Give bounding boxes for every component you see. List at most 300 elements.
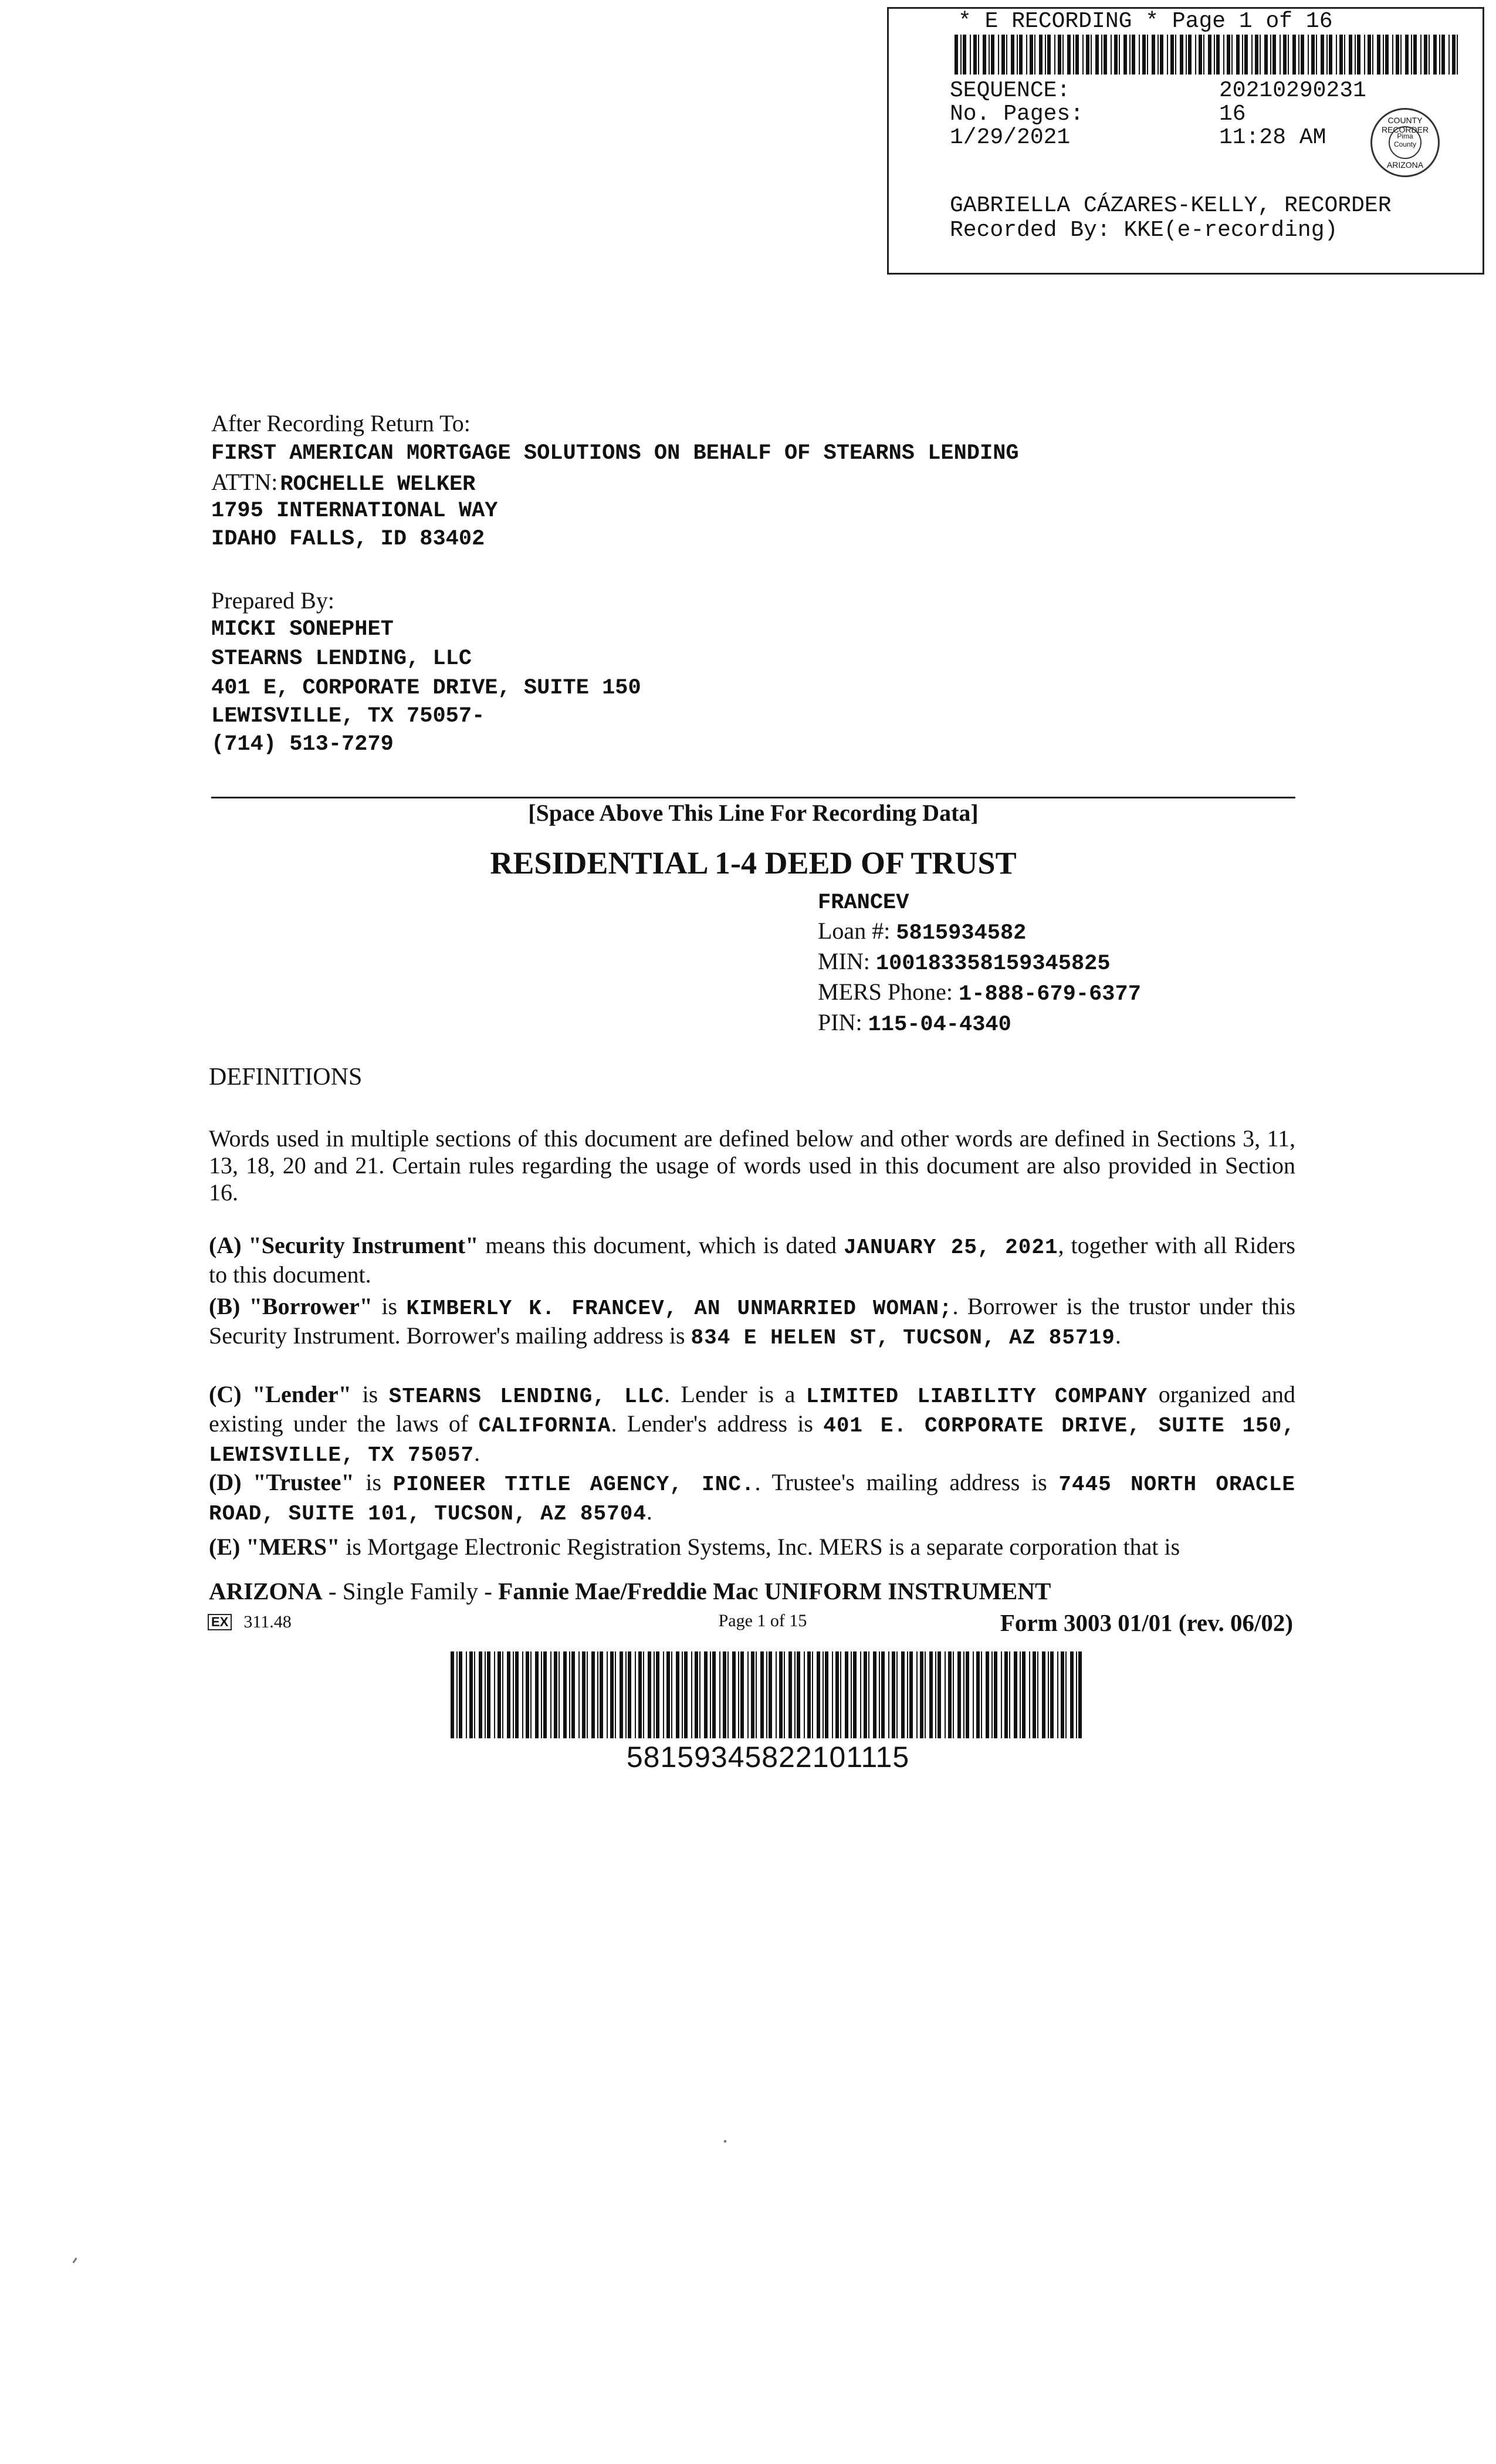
barcode-bar (1147, 35, 1148, 75)
barcode-bar (1160, 35, 1163, 75)
barcode-bar (569, 1651, 570, 1738)
barcode-bar (1231, 35, 1233, 75)
definition-b (209, 1293, 1295, 1352)
barcode-bar (794, 1651, 796, 1738)
barcode-bar (925, 1651, 926, 1738)
barcode-bar (1433, 35, 1437, 75)
definition-a-text2: , together with all Riders to this document. (209, 1232, 1295, 1288)
barcode-bar (1075, 35, 1079, 75)
barcode-bar (530, 1651, 532, 1738)
mers-phone-label: MERS Phone: (818, 979, 953, 1005)
barcode-bar (1062, 35, 1064, 75)
barcode-bar (860, 1651, 861, 1738)
barcode-bar (1326, 35, 1328, 75)
barcode-bar (1039, 35, 1043, 75)
barcode-bar (1292, 35, 1296, 75)
barcode-bar (1244, 35, 1248, 75)
barcode-bar (1349, 35, 1352, 75)
barcode-bar (1045, 35, 1046, 75)
barcode-bar (879, 1651, 880, 1738)
barcode-bar (682, 1651, 683, 1738)
barcode-bar (986, 1651, 989, 1738)
barcode-bar (784, 1651, 785, 1738)
definition-e-label: (E) "MERS" (209, 1534, 340, 1560)
barcode-bar (1082, 35, 1084, 75)
definition-d-text2: . Trustee's mailing address is (754, 1469, 1059, 1495)
barcode-bar (1033, 1651, 1036, 1738)
barcode-bar (654, 1651, 655, 1738)
barcode-bar (1311, 35, 1315, 75)
barcode-bar (1022, 1651, 1025, 1738)
definition-b-label: (B) "Borrower" (209, 1293, 373, 1319)
trustee-value: PIONEER TITLE AGENCY, INC. (392, 1473, 755, 1497)
barcode-bar (1142, 35, 1146, 75)
prepared-by-line4: LEWISVILLE, TX 75057- (211, 704, 485, 729)
barcode-bar (1180, 35, 1183, 75)
barcode-bar (1308, 35, 1309, 75)
barcode-bar (1223, 35, 1224, 75)
security-instrument-date: JANUARY 25, 2021 (843, 1236, 1058, 1260)
barcode-bar (610, 1651, 614, 1738)
pin-label: PIN: (818, 1009, 862, 1035)
barcode-bar (474, 1651, 475, 1738)
barcode-bar (712, 1651, 716, 1738)
barcode-bar (1364, 35, 1365, 75)
footer-code-line (208, 1612, 292, 1632)
barcode-bar (635, 1651, 636, 1738)
barcode-bar (1251, 35, 1253, 75)
barcode-bar (1377, 35, 1380, 75)
barcode-bar (1001, 1651, 1002, 1738)
barcode-bar (1114, 35, 1118, 75)
barcode-bar (973, 1651, 974, 1738)
pin-line (818, 1008, 1141, 1039)
barcode-bar (513, 1651, 514, 1738)
barcode-bar (1385, 35, 1389, 75)
definition-a-label: (A) "Security Instrument" (209, 1232, 479, 1258)
barcode-bar (638, 1651, 642, 1738)
barcode-bar (991, 1651, 993, 1738)
barcode-bar (1339, 35, 1343, 75)
barcode-bar (1034, 35, 1035, 75)
barcode-bar (1050, 1651, 1054, 1738)
definition-c-text4: . Lender's address is (611, 1410, 824, 1437)
barcode-bar (676, 1651, 679, 1738)
recording-date: 1/29/2021 (950, 125, 1071, 150)
seal-mid-text: Pima County (1393, 132, 1417, 148)
barcode-bar (1030, 35, 1033, 75)
barcode-bar (920, 1651, 923, 1738)
pages-label: No. Pages: (950, 101, 1084, 127)
definition-c (209, 1381, 1295, 1469)
pin-value: 115-04-4340 (868, 1013, 1011, 1037)
barcode-bar (1452, 35, 1456, 75)
barcode-bar (563, 1651, 567, 1738)
lender-state: CALIFORNIA (478, 1414, 611, 1438)
definition-b-text2: . Borrower is the trustor under this Security Instrument. Borrower's mailing address is (209, 1293, 1296, 1349)
seal-bottom-text: ARIZONA (1386, 160, 1424, 170)
barcode-bar (901, 1651, 905, 1738)
barcode-bar (522, 1651, 523, 1738)
barcode-bar (1264, 35, 1268, 75)
barcode-bar (1372, 35, 1373, 75)
barcode-bar (937, 1651, 941, 1738)
barcode-bar (945, 1651, 946, 1738)
recorder-name: GABRIELLA CÁZARES-KELLY, RECORDER (950, 193, 1392, 218)
barcode-bar (582, 1651, 585, 1738)
barcode-bar (929, 1651, 933, 1738)
barcode-bar (1270, 35, 1271, 75)
barcode-bar (1195, 35, 1196, 75)
footer-page: Page 1 of 15 (718, 1611, 807, 1630)
barcode-bar (507, 1651, 510, 1738)
barcode-bar (643, 1651, 644, 1738)
barcode-bar (953, 1651, 954, 1738)
barcode-bar (1321, 35, 1324, 75)
borrower-address: 834 E HELEN ST, TUCSON, AZ 85719 (691, 1326, 1115, 1350)
barcode-bar (1042, 1651, 1045, 1738)
min-label: MIN: (818, 948, 870, 974)
barcode-bar (1017, 35, 1018, 75)
barcode-bar (1420, 35, 1421, 75)
attn-value: ROCHELLE WELKER (280, 472, 476, 497)
barcode-bar (756, 1651, 757, 1738)
definitions-intro: Words used in multiple sections of this document are defined below and other words are defined in Sections 3, 11, 13, 18, 20 and 21. Certain rules regarding the usage of words used in this document are also provided in Section 16. (209, 1125, 1295, 1206)
barcode-bar (812, 1651, 813, 1738)
barcode-bar (1175, 35, 1176, 75)
definition-d-text3: . (646, 1498, 652, 1525)
barcode-bar (1029, 1651, 1030, 1738)
barcode-bar (559, 1651, 560, 1738)
barcode-bar (916, 1651, 918, 1738)
barcode-bar (466, 1651, 467, 1738)
barcode-bar (1076, 1651, 1077, 1738)
barcode-bar (727, 1651, 729, 1738)
barcode-bar (769, 1651, 772, 1738)
barcode-bar (864, 1651, 867, 1738)
barcode-bar (459, 1651, 462, 1738)
pages-value: 16 (1219, 101, 1246, 127)
barcode-bar (1067, 35, 1071, 75)
barcode-bar (760, 1651, 764, 1738)
barcode-bar (578, 1651, 580, 1738)
barcode-bar (1019, 35, 1023, 75)
prepared-by-line2: STEARNS LENDING, LLC (211, 647, 472, 671)
barcode-bar (1104, 35, 1107, 75)
sequence-value: 20210290231 (1219, 78, 1366, 103)
barcode-bar (1255, 35, 1258, 75)
definition-d-text1: is (354, 1469, 393, 1495)
definition-d-label: (D) "Trustee" (209, 1469, 354, 1495)
barcode-bar (1457, 35, 1458, 75)
barcode-bar (892, 1651, 895, 1738)
barcode-bar (1400, 35, 1402, 75)
barcode-bar (1357, 35, 1360, 75)
barcode-bar (628, 1651, 631, 1738)
borrower-name: FRANCEV (818, 891, 909, 915)
barcode-bar (597, 1651, 598, 1738)
barcode-bar (1203, 35, 1204, 75)
definition-b-text1: is (372, 1293, 407, 1319)
footer-form-line (209, 1577, 1051, 1605)
barcode-bar (587, 1651, 588, 1738)
barcode-bar (1065, 1651, 1067, 1738)
barcode-bar (541, 1651, 542, 1738)
barcode-bar (840, 1651, 841, 1738)
barcode-bar (1157, 35, 1159, 75)
definition-c-text1: is (351, 1381, 389, 1407)
barcode-bar (845, 1651, 848, 1738)
barcode-bar (991, 35, 994, 75)
sequence-label: SEQUENCE: (950, 78, 1071, 103)
barcode-bar (788, 1651, 792, 1738)
barcode-bar (699, 1651, 700, 1738)
barcode-bar (671, 1651, 672, 1738)
barcode-bar (1001, 35, 1005, 75)
barcode-bar (948, 1651, 952, 1738)
barcode-bar (868, 1651, 869, 1738)
barcode-bar (1011, 35, 1014, 75)
definition-a (209, 1232, 1295, 1288)
scan-speck (72, 2257, 77, 2263)
barcode-bar (970, 35, 971, 75)
barcode-bar (1272, 35, 1276, 75)
seal-inner-ring (1389, 126, 1421, 159)
barcode-bar (469, 1651, 473, 1738)
mers-phone-line (818, 978, 1141, 1008)
footer-uniform: Fannie Mae/Freddie Mac UNIFORM INSTRUMENT (498, 1578, 1051, 1605)
footer-state: ARIZONA (209, 1578, 323, 1605)
barcode-bar (663, 1651, 664, 1738)
definition-e-text1: is Mortgage Electronic Registration Systems, Inc. MERS is a separate corporation that is (340, 1534, 1180, 1560)
definition-a-text1: means this document, which is dated (478, 1232, 844, 1258)
barcode-bar (747, 1651, 749, 1738)
barcode-bar (485, 1651, 486, 1738)
scan-speck (724, 2140, 726, 2143)
barcode-bar (494, 1651, 495, 1738)
barcode-bar (1188, 35, 1192, 75)
barcode-bar (1227, 35, 1230, 75)
barcode-bar (797, 1651, 800, 1738)
barcode-bar (1129, 35, 1131, 75)
document-title: RESIDENTIAL 1-4 DEED OF TRUST (490, 845, 1017, 881)
barcode-bar (1014, 1651, 1017, 1738)
barcode-bar (1061, 1651, 1064, 1738)
county-recorder-seal (1370, 108, 1440, 177)
barcode-bar (571, 1651, 575, 1738)
barcode-bar (963, 1651, 964, 1738)
return-to-heading: After Recording Return To: (211, 410, 471, 436)
barcode-bar (909, 1651, 913, 1738)
loan-number-label: Loan #: (818, 918, 891, 944)
barcode-bar (691, 1651, 692, 1738)
prepared-by-line5: (714) 513-7279 (211, 732, 394, 757)
barcode-bar (976, 1651, 980, 1738)
barcode-bar (615, 1651, 616, 1738)
barcode-bar (620, 1651, 623, 1738)
loan-number-value: 5815934582 (896, 921, 1027, 946)
ex-mark: EX (208, 1614, 232, 1630)
barcode-bar (1139, 35, 1140, 75)
barcode-bar (1368, 35, 1371, 75)
barcode-bar (543, 1651, 547, 1738)
barcode-bar (766, 1651, 767, 1738)
return-to-attn (211, 468, 475, 497)
barcode-bar (989, 35, 990, 75)
barcode-bar (607, 1651, 608, 1738)
barcode-bar (1242, 35, 1243, 75)
barcode-bar (1070, 1651, 1074, 1738)
definition-c-label: (C) "Lender" (209, 1381, 351, 1407)
barcode-bar (1048, 1651, 1049, 1738)
barcode-bar (1260, 35, 1261, 75)
barcode-bar (1119, 35, 1120, 75)
barcode-bar (1439, 35, 1440, 75)
barcode-bar (851, 1651, 852, 1738)
barcode-bar (835, 1651, 839, 1738)
barcode-bar (684, 1651, 688, 1738)
definition-b-text3: . (1115, 1322, 1121, 1349)
barcode-bar (779, 1651, 783, 1738)
barcode-bar (479, 1651, 482, 1738)
recording-time: 11:28 AM (1219, 125, 1326, 150)
barcode-bar (1355, 35, 1356, 75)
definition-c-text5: . (474, 1440, 480, 1466)
barcode-bar (723, 1651, 726, 1738)
barcode-bar (1424, 35, 1427, 75)
barcode-bar (738, 1651, 739, 1738)
barcode-bar (591, 1651, 595, 1738)
footer-form: Form 3003 01/01 (rev. 06/02) (1000, 1609, 1293, 1636)
barcode-bar (1316, 35, 1317, 75)
barcode-bar (695, 1651, 698, 1738)
barcode-bar (1216, 35, 1220, 75)
barcode-bar (957, 1651, 961, 1738)
barcode-bar (625, 1651, 627, 1738)
barcode-bar (740, 1651, 744, 1738)
lender-address: 401 E. CORPORATE DRIVE, SUITE 150, LEWISVILLE, TX 75057 (209, 1414, 1295, 1467)
prepared-by-line3: 401 E, CORPORATE DRIVE, SUITE 150 (211, 676, 641, 700)
barcode-bar (1020, 1651, 1021, 1738)
recording-space-divider (211, 797, 1295, 798)
barcode-bar (1086, 35, 1089, 75)
barcode-bar (487, 1651, 490, 1738)
barcode-bar (776, 1651, 777, 1738)
barcode-bar (1405, 35, 1409, 75)
barcode-bar (719, 1651, 720, 1738)
barcode-bar (526, 1651, 529, 1738)
barcode-bar (1111, 35, 1112, 75)
barcode-bar (1329, 35, 1332, 75)
barcode-bar (994, 1651, 997, 1738)
barcode-bar (502, 1651, 503, 1738)
barcode-bar (966, 1651, 969, 1738)
barcode-bar (881, 1651, 885, 1738)
barcode-bar (1413, 35, 1417, 75)
barcode-bar (873, 1651, 876, 1738)
barcode-bar (1441, 35, 1445, 75)
barcode-bar (888, 1651, 889, 1738)
attn-label: ATTN: (211, 469, 278, 495)
barcode-bar (1047, 35, 1051, 75)
barcode-bar (832, 1651, 833, 1738)
definition-e (209, 1534, 1295, 1561)
prepared-by-heading: Prepared By: (211, 587, 334, 614)
barcode-bar (1283, 35, 1287, 75)
barcode-bar (1073, 35, 1074, 75)
barcode-bar (1026, 35, 1027, 75)
barcode-bar (935, 1651, 936, 1738)
barcode-bar (1167, 35, 1168, 75)
barcode-bar (983, 35, 986, 75)
barcode-bar (960, 35, 962, 75)
barcode-bar (1037, 1651, 1038, 1738)
mers-phone-value: 1-888-679-6377 (959, 982, 1141, 1007)
barcode-bar (751, 1651, 754, 1738)
definition-c-text3: organized and existing under the laws of (209, 1381, 1295, 1437)
borrower-value: KIMBERLY K. FRANCEV, AN UNMARRIED WOMAN; (406, 1297, 953, 1321)
barcode-bar (732, 1651, 736, 1738)
min-value: 100183358159345825 (875, 952, 1111, 976)
loan-barcode-number: 58159345822101115 (626, 1741, 910, 1773)
barcode-bar (973, 35, 977, 75)
barcode-bar (1004, 1651, 1008, 1738)
barcode-bar (853, 1651, 857, 1738)
barcode-bar (1091, 35, 1092, 75)
barcode-bar (1392, 35, 1393, 75)
barcode-bar (804, 1651, 805, 1738)
footer-code: 311.48 (243, 1612, 292, 1632)
barcode-bar (710, 1651, 711, 1738)
barcode-bar (451, 1651, 454, 1738)
space-above-line-notice: [Space Above This Line For Recording Data] (528, 800, 979, 826)
barcode-bar (1411, 35, 1412, 75)
barcode-bar (825, 1651, 828, 1738)
trustee-address: 7445 NORTH ORACLE ROAD, SUITE 101, TUCSON, AZ 85704 (209, 1473, 1295, 1526)
recording-barcode (955, 35, 1464, 75)
barcode-bar (823, 1651, 824, 1738)
barcode-bar (981, 1651, 982, 1738)
barcode-bar (656, 1651, 659, 1738)
barcode-bar (1057, 1651, 1058, 1738)
barcode-bar (998, 35, 999, 75)
barcode-bar (1448, 35, 1450, 75)
barcode-bar (1006, 35, 1007, 75)
barcode-bar (1078, 1651, 1082, 1738)
definition-d (209, 1469, 1295, 1528)
lender-value: STEARNS LENDING, LLC (388, 1385, 664, 1409)
barcode-bar (1152, 35, 1155, 75)
barcode-bar (1132, 35, 1135, 75)
barcode-bar (1288, 35, 1289, 75)
barcode-bar (535, 1651, 539, 1738)
barcode-bar (1054, 35, 1055, 75)
barcode-bar (497, 1651, 501, 1738)
footer-state-rest: - Single Family - (322, 1578, 499, 1605)
barcode-bar (1009, 1651, 1010, 1738)
barcode-bar (456, 1651, 458, 1738)
barcode-bar (1186, 35, 1187, 75)
recording-header: * E RECORDING * Page 1 of 16 (958, 9, 1333, 34)
barcode-bar (807, 1651, 811, 1738)
barcode-bar (554, 1651, 557, 1738)
barcode-bar (666, 1651, 670, 1738)
barcode-bar (907, 1651, 908, 1738)
barcode-bar (1298, 35, 1299, 75)
return-to-line4: IDAHO FALLS, ID 83402 (211, 527, 485, 551)
lender-entity-type: LIMITED LIABILITY COMPANY (805, 1385, 1148, 1409)
loan-barcode (451, 1651, 1085, 1738)
